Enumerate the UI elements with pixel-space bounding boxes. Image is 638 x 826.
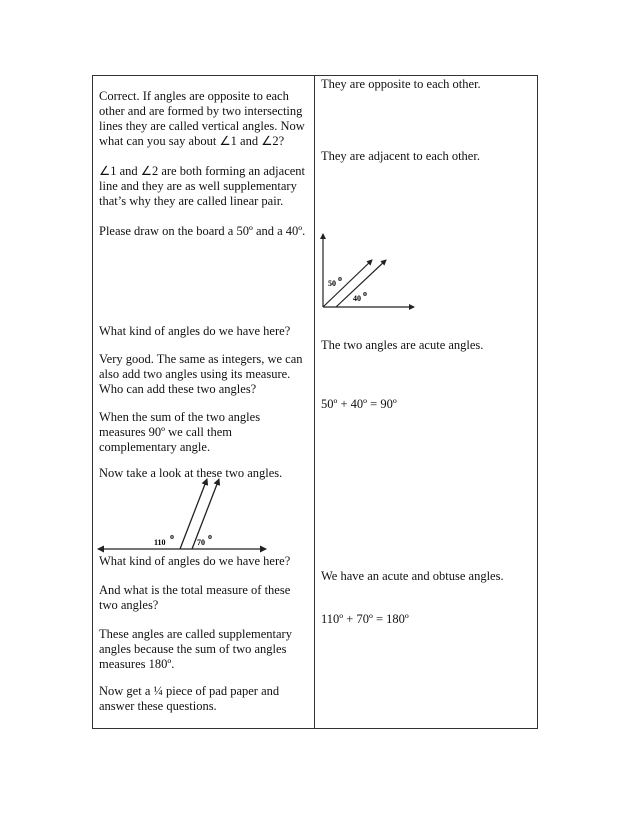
teacher-p11-line1: Now get a ¼ piece of pad paper and	[99, 684, 280, 698]
teacher-p2-line2: line and they are as well supplementary	[99, 179, 297, 193]
label-40-degree: o	[363, 289, 367, 298]
teacher-p9-line2: two angles?	[99, 598, 159, 612]
teacher-p3: Please draw on the board a 50º and a 40º.	[99, 224, 306, 238]
teacher-p6-line1: When the sum of the two angles	[99, 410, 261, 424]
complementary-angles-figure	[318, 232, 418, 312]
teacher-p7: Now take a look at these two angles.	[99, 466, 283, 480]
ray-40	[336, 260, 386, 307]
student-r6: 110º + 70º = 180º	[321, 612, 409, 626]
label-110: 110	[154, 538, 166, 547]
label-70-degree: o	[208, 532, 212, 541]
teacher-p5-line1: Very good. The same as integers, we can	[99, 352, 303, 366]
teacher-p4: What kind of angles do we have here?	[99, 324, 291, 338]
column-divider	[314, 75, 315, 729]
teacher-p9-line1: And what is the total measure of these	[99, 583, 291, 597]
supplementary-angles-figure	[96, 476, 271, 556]
student-r5: We have an acute and obtuse angles.	[321, 569, 504, 583]
student-r1: They are opposite to each other.	[321, 77, 481, 91]
label-40: 40	[353, 294, 361, 303]
label-110-degree: o	[170, 532, 174, 541]
teacher-p5-line3: Who can add these two angles?	[99, 382, 257, 396]
teacher-p6-line2: measures 90º we call them	[99, 425, 232, 439]
student-r4: 50º + 40º = 90º	[321, 397, 397, 411]
teacher-p10-line2: angles because the sum of two angles	[99, 642, 287, 656]
teacher-p10-line1: These angles are called supplementary	[99, 627, 292, 641]
teacher-p2-line3: that’s why they are called linear pair.	[99, 194, 284, 208]
teacher-p6-line3: complementary angle.	[99, 440, 211, 454]
teacher-p1-line1: Correct. If angles are opposite to each	[99, 89, 289, 103]
student-r2: They are adjacent to each other.	[321, 149, 480, 163]
teacher-p1-line3: lines they are called vertical angles. Now	[99, 119, 305, 133]
teacher-p5-line2: also add two angles using its measure.	[99, 367, 291, 381]
student-r3: The two angles are acute angles.	[321, 338, 484, 352]
label-50-degree: o	[338, 274, 342, 283]
teacher-p1-line4: what can you say about ∠1 and ∠2?	[99, 134, 285, 148]
teacher-p8: What kind of angles do we have here?	[99, 554, 291, 568]
teacher-p2-line1: ∠1 and ∠2 are both forming an adjacent	[99, 164, 306, 178]
label-70: 70	[197, 538, 205, 547]
teacher-p11-line2: answer these questions.	[99, 699, 217, 713]
teacher-p1-line2: other and are formed by two intersecting	[99, 104, 303, 118]
teacher-p10-line3: measures 180º.	[99, 657, 175, 671]
label-50: 50	[328, 279, 336, 288]
